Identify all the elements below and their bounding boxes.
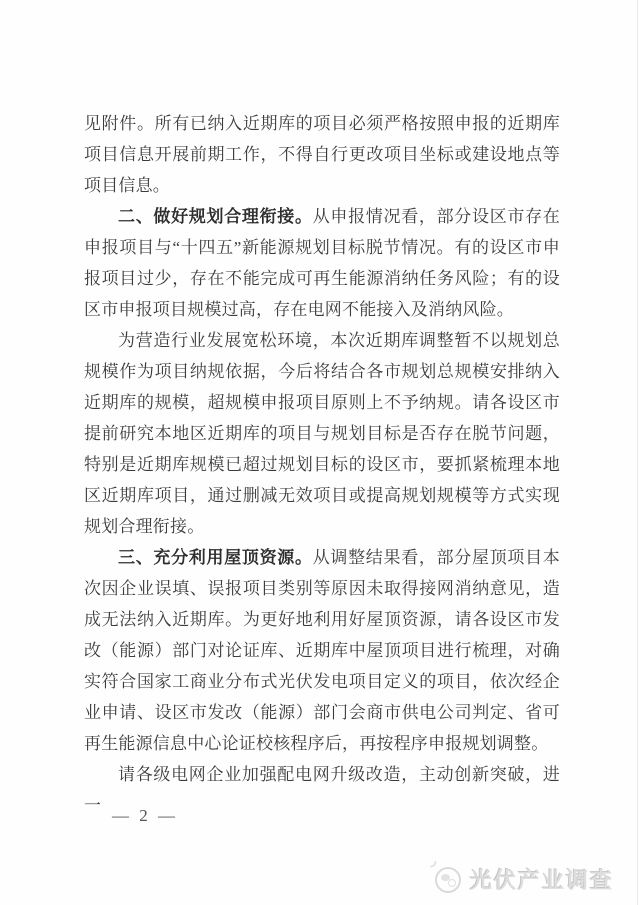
watermark-label: 光伏产业调查 bbox=[469, 868, 614, 893]
paragraph-text: 见附件。所有已纳入近期库的项目必须严格按照申报的近期库项目信息开展前期工作，不得自行更改项目坐标或建设地点等项目信息。 bbox=[84, 114, 560, 195]
page-number: — 2 — bbox=[112, 806, 178, 825]
watermark-logo-icon bbox=[435, 867, 461, 893]
paragraph-text: 从调整结果看，部分屋顶项目本次因企业误填、误报项目类别等原因未取得接网消纳意见，造成无法纳入近期库。为更好地利用好屋顶资源，请各设区市发改（能源）部门对论证库、近期库中屋顶项目进行梳理，对确实符合国家工商业分布式光伏发电项目定义的项目，依次经企业申请、设区市发改（能源）部门会商市供电公司判定、省可再生能源信息中心论证校核程序后，再按程序申报规划调整。 bbox=[84, 548, 560, 753]
scan-edge-line bbox=[637, 0, 638, 905]
paragraph-text: 为营造行业发展宽松环境，本次近期库调整暂不以规划总规模作为项目纳规依据，今后将结合各市规划总规模安排纳入近期库的规模，超规模申报项目原则上不予纳规。请各设区市提前研究本地区近期库的项目与规划目标是否存在脱节问题，特别是近期库规模已超过规划目标的设区市，要抓紧梳理本地区近期库项目，通过删减无效项目或提高规划规模等方式实现规划合理衔接。 bbox=[84, 331, 560, 536]
paragraph bbox=[84, 542, 560, 759]
logo-blob bbox=[448, 879, 456, 887]
sparkle-icon bbox=[433, 860, 437, 865]
paragraph-heading: 二、做好规划合理衔接。 bbox=[118, 207, 313, 226]
document-body bbox=[84, 108, 560, 821]
paragraph-text: 从申报情况看，部分设区市存在申报项目与“十四五”新能源规划目标脱节情况。有的设区市申报项目过少，存在不能完成可再生能源消纳任务风险；有的设区市申报项目规模过高，存在电网不能接入及消纳风险。 bbox=[84, 207, 560, 319]
paragraph-text: 请各级电网企业加强配电网升级改造，主动创新突破，进一 bbox=[84, 765, 560, 815]
paragraph bbox=[84, 108, 560, 201]
paragraph bbox=[84, 201, 560, 325]
watermark bbox=[435, 864, 614, 895]
paragraph bbox=[84, 325, 560, 542]
paragraph-heading: 三、充分利用屋顶资源。 bbox=[118, 548, 313, 567]
